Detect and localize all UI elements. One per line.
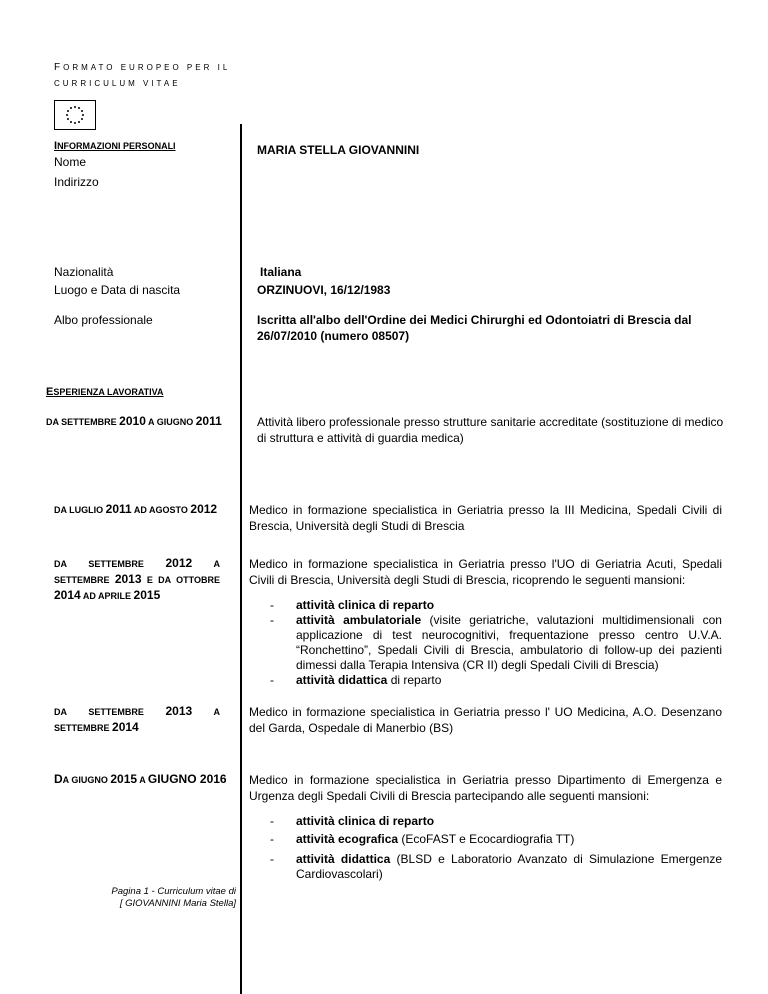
experience-period-4: DA SETTEMBRE 2013 A SETTEMBRE 2014 [54,704,221,734]
nome-label: Nome [54,155,87,169]
personal-section-title: INFORMAZIONI PERSONALI [54,140,176,152]
footer-line1: Pagina 1 - Curriculum vitae di [111,886,236,897]
experience-section-title: ESPERIENZA LAVORATIVA [46,386,164,398]
nazionalita-label: Nazionalità [54,265,114,279]
albo-label: Albo professionale [54,313,153,327]
list-item: - attività ambulatoriale (visite geriatriche, valutazioni multidimensionali con applicazione di test neurocognitivi, frequentazione presso centro U.V.A. “Ronchettino”, Spedali Civili di Brescia, ambulatorio di follow-up dei pazienti dimessi dalla Terapia Intensiva (CR II) degli Spedali Civili di Brescia) [270,613,722,672]
experience-period-3: DA SETTEMBRE 2012 A SETTEMBRE 2013 E DA OTTOBRE 2014 AD APRILE 2015 [54,556,221,602]
cv-format-title-line1: FORMATO EUROPEO PER IL [54,62,231,73]
eu-flag-icon [54,100,96,130]
experience-period-1: DA SETTEMBRE 2010 A GIUGNO 2011 [46,414,222,428]
experience-period-2: DA LUGLIO 2011 AD AGOSTO 2012 [54,502,218,516]
experience-description-4: Medico in formazione specialistica in Geriatria presso l' UO Medicina, A.O. Desenzano del Garda, Ospedale di Manerbio (BS) [249,705,722,735]
nazionalita-value: Italiana [260,265,302,279]
column-divider [240,124,242,994]
experience-description-3: Medico in formazione specialistica in Geriatria presso l'UO di Geriatria Acuti, Spedali Civili di Brescia, Università degli Studi di Brescia, ricoprendo le seguenti mansioni: [249,557,722,587]
page-footer [60,886,236,910]
nome-value: MARIA STELLA GIOVANNINI [257,143,420,157]
cv-format-title [54,62,274,88]
experience-description-2: Medico in formazione specialistica in Geriatria presso la III Medicina, Spedali Civili di Brescia, Università degli Studi di Brescia [249,503,722,533]
nascita-label: Luogo e Data di nascita [54,283,181,297]
experience-description-1: Attività libero professionale presso strutture sanitarie accreditate (sostituzione di medico di struttura e attività di guardia medica) [257,415,724,445]
cv-format-title-line2: CURRICULUM VITAE [54,79,181,88]
albo-value: Iscritta all'albo dell'Ordine dei Medici Chirurghi ed Odontoiatri di Brescia dal 26/07/2010 (numero 08507) [257,313,692,343]
footer-line2: [ GIOVANNINI Maria Stella] [119,898,236,909]
indirizzo-label: Indirizzo [54,175,99,189]
experience-description-5: Medico in formazione specialistica in Geriatria presso Dipartimento di Emergenza e Urgenza degli Spedali Civili di Brescia partecipando alle seguenti mansioni: [249,773,722,803]
experience-period-5: DA GIUGNO 2015 A GIUGNO 2016 [54,772,227,786]
nascita-value: ORZINUOVI, 16/12/1983 [257,283,391,297]
